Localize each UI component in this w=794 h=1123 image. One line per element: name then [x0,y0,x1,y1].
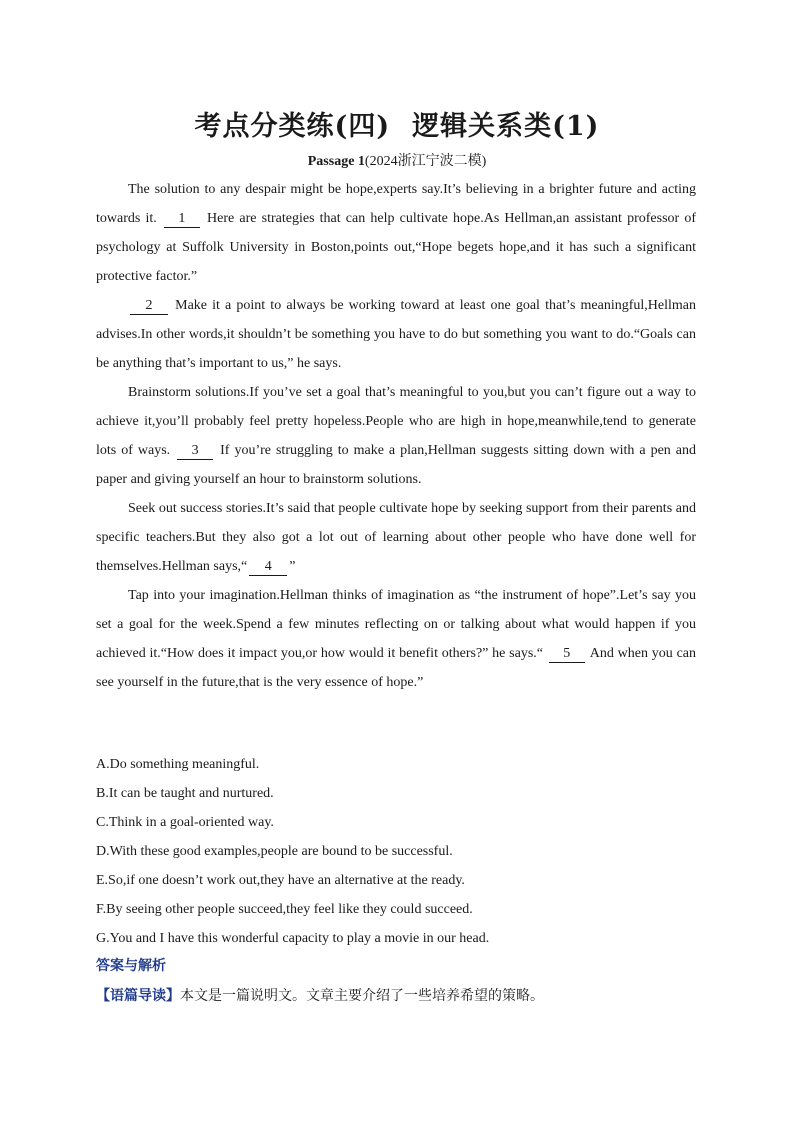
blank-5: 5 [549,646,585,663]
paragraph-2 [96,291,696,378]
paragraph-3 [96,378,696,494]
paragraph-text: If you’re struggling to make a plan,Hellman suggests sitting down with a pen and paper and giving yourself an hour to brainstorm solutions. [96,443,696,487]
guide-tag: 【语篇导读】 [96,988,180,1004]
paragraph-5 [96,581,696,697]
option-g: G.You and I have this wonderful capacity to play a movie in our head. [96,931,490,946]
paragraph-text: And when you can see yourself in the future,that is the very essence of hope.” [96,646,696,690]
answer-options [96,750,696,953]
paragraph-text: Make it a point to always be working toward at least one goal that’s meaningful,Hellman advises.In other words,it shouldn’t be something you have to do but something you want to do.“Goals can be anything that’s important to us,” he says. [96,298,696,371]
option-a: A.Do something meaningful. [96,757,260,772]
blank-2: 2 [130,298,168,315]
paragraph-text: Tap into your imagination.Hellman thinks of imagination as “the instrument of hope”.Let’s say you set a goal for the week.Spend a few minutes reflecting on or talking about what would happen if you achieved it.“How does it impact you,or how would it benefit others?” he says.“ [96,588,696,661]
option-f: F.By seeing other people succeed,they feel like they could succeed. [96,902,473,917]
paragraph-text: ” [289,559,296,574]
guide-text: 本文是一篇说明文。文章主要介绍了一些培养希望的策略。 [180,988,544,1004]
option-d: D.With these good examples,people are bound to be successful. [96,844,453,859]
answer-heading: 答案与解析 [96,958,166,974]
paragraph-1 [96,175,696,291]
reading-guide [96,985,544,1005]
option-b: B.It can be taught and nurtured. [96,786,274,801]
option-c: C.Think in a goal-oriented way. [96,815,274,830]
paragraph-text: Brainstorm solutions.If you’ve set a goal that’s meaningful to you,but you can’t figure out a way to achieve it,you’ll probably feel pretty hopeless.People who are high in hope,meanwhile,tend to generate lots of ways. [96,385,696,458]
blank-4: 4 [249,559,287,576]
paragraph-text: Seek out success stories.It’s said that people cultivate hope by seeking support from their parents and specific teachers.But they also got a lot out of learning about other people who have done well for themselves.Hellman says,“ [96,501,696,574]
paragraph-text: The solution to any despair might be hope,experts say.It’s believing in a brighter future and acting towards it. [96,182,696,226]
passage-subtitle [0,150,794,170]
blank-1: 1 [164,211,200,228]
title-part-2: 逻辑关系类(1) [412,111,600,142]
passage-label: Passage 1 [307,154,365,169]
passage-source: (2024浙江宁波二模) [364,154,487,169]
blank-3: 3 [177,443,213,460]
paragraph-4 [96,494,696,581]
page-title [0,104,794,143]
paragraph-text: Here are strategies that can help cultivate hope.As Hellman,an assistant professor of psychology at Suffolk University in Boston,points out,“Hope begets hope,and it has such a significant protective factor.” [96,211,696,284]
passage-body [96,175,696,697]
title-part-1: 考点分类练(四) [194,111,391,142]
option-e: E.So,if one doesn’t work out,they have an alternative at the ready. [96,873,465,888]
